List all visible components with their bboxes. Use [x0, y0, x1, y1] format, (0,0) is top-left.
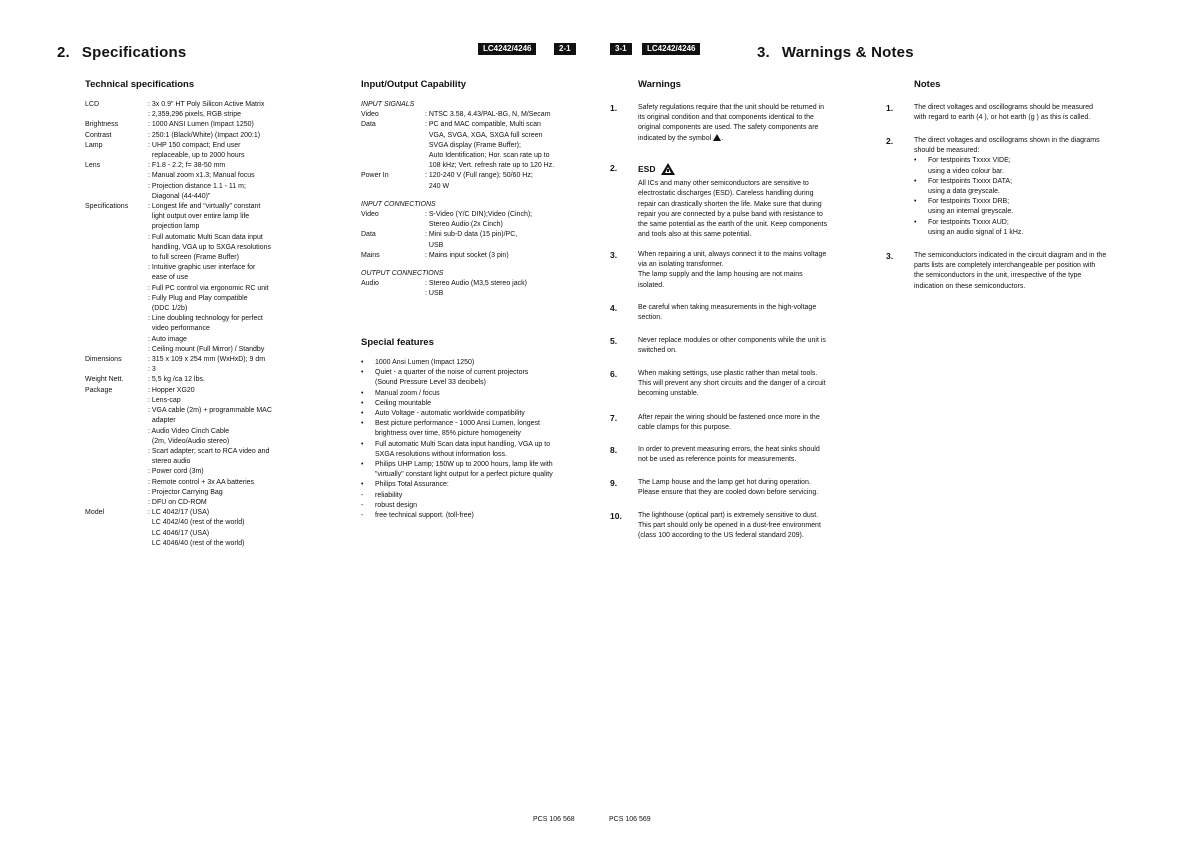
warning-line: The lighthouse (optical part) is extremely sensitive to dust.: [638, 512, 819, 519]
page-title-left: [57, 44, 186, 61]
warning-line: its original condition and that components identical to the: [638, 114, 814, 122]
feature-item: [361, 501, 591, 511]
feature-item: [361, 440, 591, 460]
spec-value-line: (DDC 1/2b): [148, 305, 188, 313]
warning-text: [638, 413, 860, 433]
note-bullet: [914, 156, 1146, 176]
feature-bullet: •: [361, 440, 364, 448]
spec-value-line: : Manual zoom x1.3; Manual focus: [148, 172, 255, 180]
feature-line: Philips Total Assurance:: [375, 481, 449, 489]
spec-value-line: : Auto image: [148, 335, 187, 343]
note-bullet-line: using an audio signal of 1 kHz.: [928, 228, 1024, 236]
warning-text: [638, 478, 860, 498]
note-line: the semiconductors in the unit, irrespective of the type: [914, 272, 1082, 280]
spec-row: [361, 251, 591, 261]
warning-line: (class 100 according to the US federal standard 209).: [638, 532, 804, 540]
section-number: 3.: [757, 44, 770, 61]
spec-value-line: : Projector Carrying Bag: [148, 488, 223, 496]
warning-text: [638, 250, 860, 291]
spec-label: Model: [85, 509, 105, 517]
spec-value-line: : 120-240 V (Full range); 50/60 Hz;: [425, 172, 533, 180]
feature-bullet: -: [361, 512, 364, 520]
spec-value-line: : F1.8 - 2.2; f= 38-50 mm: [148, 162, 226, 170]
spec-label: Data: [361, 231, 376, 239]
feature-item: [361, 389, 591, 399]
spec-value-line: : NTSC 3.58, 4.43/PAL-BG, N, M/Secam: [425, 111, 551, 119]
feature-item: [361, 460, 591, 480]
footer-code-left: PCS 106 568: [533, 816, 575, 823]
bullet-mark: •: [914, 177, 917, 185]
warning-item: [610, 103, 860, 144]
features-list: [361, 358, 591, 521]
model-badge-right: LC4242/4246: [642, 43, 700, 55]
spec-value: [148, 100, 325, 120]
esd-label: ESD: [638, 164, 656, 174]
warning-line: All ICs and many other semiconductors are sensitive to: [638, 180, 809, 188]
bullet-mark: •: [914, 157, 917, 165]
spec-value-line: : Longest life and "virtually" constant: [148, 203, 261, 211]
spec-value-line: : 1000 ANSI Lumen (Impact 1250): [148, 121, 254, 129]
spec-value-line: : DFU on CD-ROM: [148, 498, 207, 506]
bullet-mark: •: [914, 218, 917, 226]
io-group-title: INPUT CONNECTIONS: [361, 200, 436, 208]
warning-text: [638, 303, 860, 323]
feature-line: reliability: [375, 491, 403, 499]
section-title: Warnings & Notes: [781, 44, 914, 61]
feature-line: SXGA resolutions without information loss.: [375, 450, 507, 458]
spec-value: [148, 355, 325, 375]
spec-value-line: : UHP 150 compact; End user: [148, 141, 241, 149]
warnings-heading: Warnings: [638, 79, 681, 90]
tech-specs-list: [85, 100, 325, 549]
spec-value-line: Stereo Audio (2x Cinch): [425, 221, 503, 229]
feature-bullet: •: [361, 410, 364, 418]
feature-item: [361, 368, 591, 388]
spec-value-line: LC 4046/40 (rest of the world): [148, 539, 245, 547]
warning-line: When repairing a unit, always connect it to the mains voltage: [638, 251, 827, 258]
spec-value: [425, 279, 591, 299]
note-bullet-line: using a data greyscale.: [928, 188, 1000, 196]
spec-row: [85, 141, 325, 161]
feature-bullet: •: [361, 389, 364, 397]
spec-label: Contrast: [85, 131, 112, 139]
feature-text: [375, 389, 440, 399]
spec-value-line: adapter: [148, 417, 176, 425]
spec-value: [148, 386, 325, 508]
spec-value-line: : Ceiling mount (Full Mirror) / Standby: [148, 345, 265, 353]
warning-line: In order to prevent measuring errors, the heat sinks should: [638, 446, 820, 453]
note-number: 3.: [886, 251, 894, 261]
feature-bullet: -: [361, 491, 364, 499]
note-number: 1.: [886, 103, 894, 113]
spec-row: [85, 100, 325, 120]
warning-line: This part should only be opened in a dust-free environment: [638, 522, 821, 530]
spec-value: [148, 120, 325, 130]
spec-value-line: : S-Video (Y/C DIN);Video (Cinch);: [425, 211, 533, 219]
spec-value: [425, 210, 591, 230]
warning-item: [610, 478, 860, 498]
note-bullet-text: [928, 218, 1023, 238]
warning-number: 3.: [610, 250, 618, 260]
feature-line: "virtually" constant light output for a perfect picture quality: [375, 471, 553, 479]
note-item: [886, 136, 1146, 238]
notes-heading: Notes: [914, 79, 941, 90]
warning-line: isolated.: [638, 281, 665, 289]
bullet-mark: •: [914, 198, 917, 206]
warning-line: indicated by the symbol .: [638, 134, 724, 142]
spec-label: Lamp: [85, 141, 103, 149]
spec-value-line: (2m, Video/Audio stereo): [148, 437, 230, 445]
spec-label: Dimensions: [85, 356, 122, 364]
spec-value: [425, 171, 591, 191]
feature-line: 1000 Ansi Lumen (Impact 1250): [375, 359, 475, 366]
warning-item: [610, 369, 860, 400]
warning-line: The lamp supply and the lamp housing are not mains: [638, 271, 803, 279]
feature-line: free technical support. (toll-free): [375, 512, 474, 520]
feature-line: Full automatic Multi Scan data input handling, VGA up to: [375, 440, 551, 448]
spec-row: [361, 120, 591, 171]
safety-warning-icon: [713, 134, 721, 141]
warning-line: via an isolating transformer.: [638, 261, 724, 269]
feature-bullet: •: [361, 359, 364, 366]
note-line: The semiconductors indicated in the circuit diagram and in the: [914, 252, 1107, 259]
spec-value-line: : Intuitive graphic user interface for: [148, 264, 256, 272]
spec-value-line: : LC 4042/17 (USA): [148, 509, 210, 517]
warning-text: [638, 163, 860, 240]
note-text: [914, 136, 1146, 238]
feature-text: [375, 358, 474, 368]
warning-item: [610, 445, 860, 465]
spec-value-line: replaceable, up to 2000 hours: [148, 152, 245, 160]
warning-text: [638, 511, 860, 542]
warning-line: cable clamps for this purpose.: [638, 424, 731, 432]
warning-text: [638, 369, 860, 400]
note-text: [914, 251, 1146, 292]
spec-label: Audio: [361, 280, 379, 288]
warning-text: [638, 336, 860, 356]
feature-line: Philips UHP Lamp; 150W up to 2000 hours, lamp life with: [375, 461, 553, 469]
warning-line: Never replace modules or other components while the unit is: [638, 337, 826, 344]
spec-value: [148, 161, 325, 202]
spec-label: Data: [361, 121, 376, 129]
spec-value-line: : Scart adapter; scart to RCA video and: [148, 447, 270, 455]
feature-text: [375, 368, 528, 388]
feature-text: [375, 511, 474, 521]
warning-line: repair can drastically shorten the life. Make sure that during: [638, 200, 822, 208]
spec-value-line: 108 kHz; Vert. refresh rate up to 120 Hz.: [425, 162, 555, 170]
warning-line: When making settings, use plastic rather than metal tools.: [638, 370, 818, 377]
spec-row: [361, 279, 591, 299]
note-text: [914, 103, 1146, 123]
spec-value-line: SVGA display (Frame Buffer);: [425, 141, 521, 149]
feature-text: [375, 409, 525, 419]
warning-item: [610, 250, 860, 291]
warning-line: Be careful when taking measurements in the high-voltage: [638, 304, 817, 311]
warning-line: The Lamp house and the lamp get hot during operation.: [638, 479, 811, 486]
feature-text: [375, 440, 550, 460]
note-bullet-line: using a video colour bar.: [928, 167, 1004, 175]
spec-row: [85, 375, 325, 385]
spec-value-line: : Mini sub-D data (15 pin)/PC,: [425, 231, 518, 239]
spec-row: [85, 355, 325, 375]
note-line: with regard to earth (4 ), or hot earth (g ) as this is called.: [914, 114, 1091, 122]
footer-code-right: PCS 106 569: [609, 816, 651, 823]
spec-label: Brightness: [85, 121, 119, 129]
spec-value-line: ease of use: [148, 274, 189, 282]
spec-value-line: : Audio Video Cinch Cable: [148, 427, 230, 435]
spec-value-line: : 2,359,296 pixels, RGB stripe: [148, 111, 241, 119]
note-bullet: [914, 197, 1146, 217]
spec-label: Video: [361, 211, 379, 219]
spec-value: [425, 251, 591, 261]
model-badge-left: LC4242/4246: [478, 43, 536, 55]
note-number: 2.: [886, 136, 894, 146]
warning-line: This will prevent any short circuits and the danger of a circuit: [638, 380, 826, 388]
spec-value: [148, 375, 325, 385]
spec-value-line: Auto Identification; Hor. scan rate up to: [425, 152, 550, 160]
spec-row: [361, 171, 591, 191]
spec-value-line: : Lens-cap: [148, 396, 181, 404]
feature-line: Auto Voltage - automatic worldwide compatibility: [375, 410, 525, 418]
spec-value-line: : Full automatic Multi Scan data input: [148, 233, 263, 241]
warning-line: switched on.: [638, 347, 677, 355]
spec-value: [425, 110, 591, 120]
spec-value-line: : VGA cable (2m) + programmable MAC: [148, 407, 272, 415]
feature-item: [361, 511, 591, 521]
feature-item: [361, 419, 591, 439]
warning-line: and tools also at this same potential.: [638, 231, 752, 239]
warning-item: [610, 336, 860, 356]
warning-line: Please ensure that they are cooled down before servicing.: [638, 489, 819, 497]
features-heading: Special features: [361, 337, 434, 348]
feature-bullet: •: [361, 369, 364, 377]
spec-value-line: : Stereo Audio (M3,5 stereo jack): [425, 280, 527, 288]
feature-item: [361, 358, 591, 368]
spec-value: [148, 508, 325, 549]
warning-number: 8.: [610, 445, 618, 455]
feature-line: robust design: [375, 501, 418, 509]
feature-bullet: •: [361, 461, 364, 469]
spec-row: [361, 210, 591, 230]
section-title: Specifications: [81, 44, 187, 61]
warning-text: [638, 445, 860, 465]
note-line: should be measured:: [914, 147, 980, 155]
spec-row: [85, 131, 325, 141]
note-bullet-line: For testpoints Txxxx VIDE;: [928, 157, 1011, 165]
warning-item: [610, 303, 860, 323]
spec-value-line: LC 4042/40 (rest of the world): [148, 519, 245, 527]
spec-label: Lens: [85, 162, 101, 170]
warning-item: [610, 511, 860, 542]
warning-number: 7.: [610, 413, 618, 423]
warning-number: 10.: [610, 511, 622, 521]
spec-row: [85, 161, 325, 202]
page-number-badge-left: 2-1: [554, 43, 576, 55]
spec-value-line: : Fully Plug and Play compatible: [148, 294, 248, 302]
spec-label: LCD: [85, 101, 100, 108]
spec-value-line: : PC and MAC compatible, Multi scan: [425, 121, 541, 129]
feature-text: [375, 419, 540, 439]
feature-line: (Sound Pressure Level 33 decibels): [375, 379, 486, 387]
spec-value-line: : USB: [425, 290, 444, 298]
spec-label: Mains: [361, 251, 380, 259]
feature-text: [375, 501, 417, 511]
io-list: [361, 92, 591, 300]
io-group-title: INPUT SIGNALS: [361, 101, 415, 108]
warning-number: 9.: [610, 478, 618, 488]
spec-value: [148, 131, 325, 141]
note-bullet-line: For testpoints Txxxx AUD;: [928, 218, 1009, 226]
note-line: The direct voltages and oscillograms should be measured: [914, 104, 1093, 111]
warning-line: the same potential as the earth of the unit. Keep components: [638, 221, 828, 229]
note-bullet-line: using an internal greyscale.: [928, 208, 1014, 216]
page-number-badge-right: 3-1: [610, 43, 632, 55]
note-bullet: [914, 177, 1146, 197]
spec-value-line: : Hopper XG20: [148, 386, 195, 394]
feature-bullet: -: [361, 501, 364, 509]
warning-item: [610, 413, 860, 433]
page-title-right: [757, 44, 914, 61]
spec-value: [425, 120, 591, 171]
spec-value-line: to full screen (Frame Buffer): [148, 254, 239, 262]
warning-line: section.: [638, 314, 663, 322]
spec-value-line: 240 W: [425, 182, 450, 190]
spec-value-line: video performance: [148, 325, 210, 333]
warning-line: not be used as reference points for measurements.: [638, 456, 797, 464]
spec-label: Weight Nett.: [85, 376, 124, 384]
feature-bullet: •: [361, 399, 364, 407]
warning-line: original components are used. The safety components are: [638, 124, 819, 132]
io-heading: Input/Output Capability: [361, 79, 467, 90]
spec-value-line: USB: [425, 241, 444, 249]
feature-line: Best picture performance - 1000 Ansi Lumen, longest: [375, 420, 540, 428]
note-bullet-text: [928, 156, 1011, 176]
spec-value-line: : Full PC control via ergonomic RC unit: [148, 284, 269, 292]
io-group-title: OUTPUT CONNECTIONS: [361, 270, 444, 278]
spec-value-line: : 3x 0.9" HT Poly Silicon Active Matrix: [148, 101, 265, 108]
spec-row: [85, 202, 325, 355]
spec-value: [148, 141, 325, 161]
feature-line: Manual zoom / focus: [375, 389, 440, 397]
warning-number: 1.: [610, 103, 618, 113]
note-bullet: [914, 218, 1146, 238]
feature-item: [361, 491, 591, 501]
note-bullet-text: [928, 197, 1013, 217]
spec-row: [85, 120, 325, 130]
spec-row: [361, 110, 591, 120]
spec-value-line: : Mains input socket (3 pin): [425, 251, 509, 259]
feature-line: Quiet - a quarter of the noise of current projectors: [375, 369, 529, 377]
spec-value: [425, 230, 591, 250]
esd-symbol-icon: [661, 163, 675, 177]
feature-text: [375, 480, 449, 490]
feature-text: [375, 399, 431, 409]
esd-heading: [638, 163, 860, 177]
feature-item: [361, 409, 591, 419]
spec-value-line: : 250:1 (Black/White) (Impact 200:1): [148, 131, 261, 139]
warning-text: [638, 103, 860, 144]
warning-line: After repair the wiring should be fastened once more in the: [638, 414, 820, 421]
spec-row: [85, 386, 325, 508]
tech-specs-heading: Technical specifications: [85, 79, 195, 90]
note-item: [886, 103, 1146, 123]
warning-line: electrostatic discharges (ESD). Careless handling during: [638, 190, 814, 198]
spec-value-line: Diagonal (44-440)": [148, 192, 211, 200]
warning-line: Safety regulations require that the unit should be returned in: [638, 104, 825, 111]
note-line: indication on these semiconductors.: [914, 282, 1026, 290]
note-line: parts lists are completely interchangeable per position with: [914, 262, 1096, 270]
section-number: 2.: [57, 44, 70, 61]
spec-value-line: handling, VGA up to SXGA resolutions: [148, 243, 271, 251]
spec-label: Power In: [361, 172, 389, 180]
spec-value-line: : 315 x 109 x 254 mm (WxHxD); 9 dm: [148, 356, 266, 364]
spec-row: [361, 230, 591, 250]
spec-value-line: : Projection distance 1.1 - 11 m;: [148, 182, 246, 190]
warning-number: 5.: [610, 336, 618, 346]
warning-line: repair you are connected by a pulse band with resistance to: [638, 210, 823, 218]
spec-value-line: stereo audio: [148, 458, 191, 466]
feature-line: brightness over time, 85% picture homogeneity: [375, 430, 521, 438]
feature-item: [361, 480, 591, 490]
warning-number: 2.: [610, 163, 618, 173]
spec-label: Specifications: [85, 203, 129, 211]
spec-value-line: : Power cord (3m): [148, 468, 204, 476]
warning-item: [610, 163, 860, 240]
feature-bullet: •: [361, 420, 364, 428]
note-line: The direct voltages and oscillograms shown in the diagrams: [914, 137, 1100, 144]
warning-number: 6.: [610, 369, 618, 379]
spec-label: Video: [361, 111, 379, 119]
spec-value-line: VGA, SVGA, XGA, SXGA full screen: [425, 131, 543, 139]
feature-bullet: •: [361, 481, 364, 489]
feature-text: [375, 491, 402, 501]
note-bullet-line: For testpoints Txxxx DRB;: [928, 198, 1010, 206]
spec-value: [148, 202, 325, 355]
spec-value-line: : 5,5 kg /ca 12 lbs.: [148, 376, 205, 384]
warning-line: becoming unstable.: [638, 390, 699, 398]
spec-value-line: light output over entire lamp life: [148, 213, 250, 221]
note-bullet-text: [928, 177, 1012, 197]
spec-row: [85, 508, 325, 549]
note-bullet-line: For testpoints Txxxx DATA;: [928, 177, 1013, 185]
spec-label: Package: [85, 386, 113, 394]
feature-text: [375, 460, 553, 480]
spec-value-line: : Line doubling technology for perfect: [148, 315, 263, 323]
feature-item: [361, 399, 591, 409]
spec-value-line: LC 4046/17 (USA): [148, 529, 210, 537]
warning-number: 4.: [610, 303, 618, 313]
feature-line: Ceiling mountable: [375, 399, 432, 407]
spec-value-line: : Remote control + 3x AA batteries: [148, 478, 255, 486]
spec-value-line: projection lamp: [148, 223, 200, 231]
note-item: [886, 251, 1146, 292]
spec-value-line: : 3: [148, 366, 156, 374]
